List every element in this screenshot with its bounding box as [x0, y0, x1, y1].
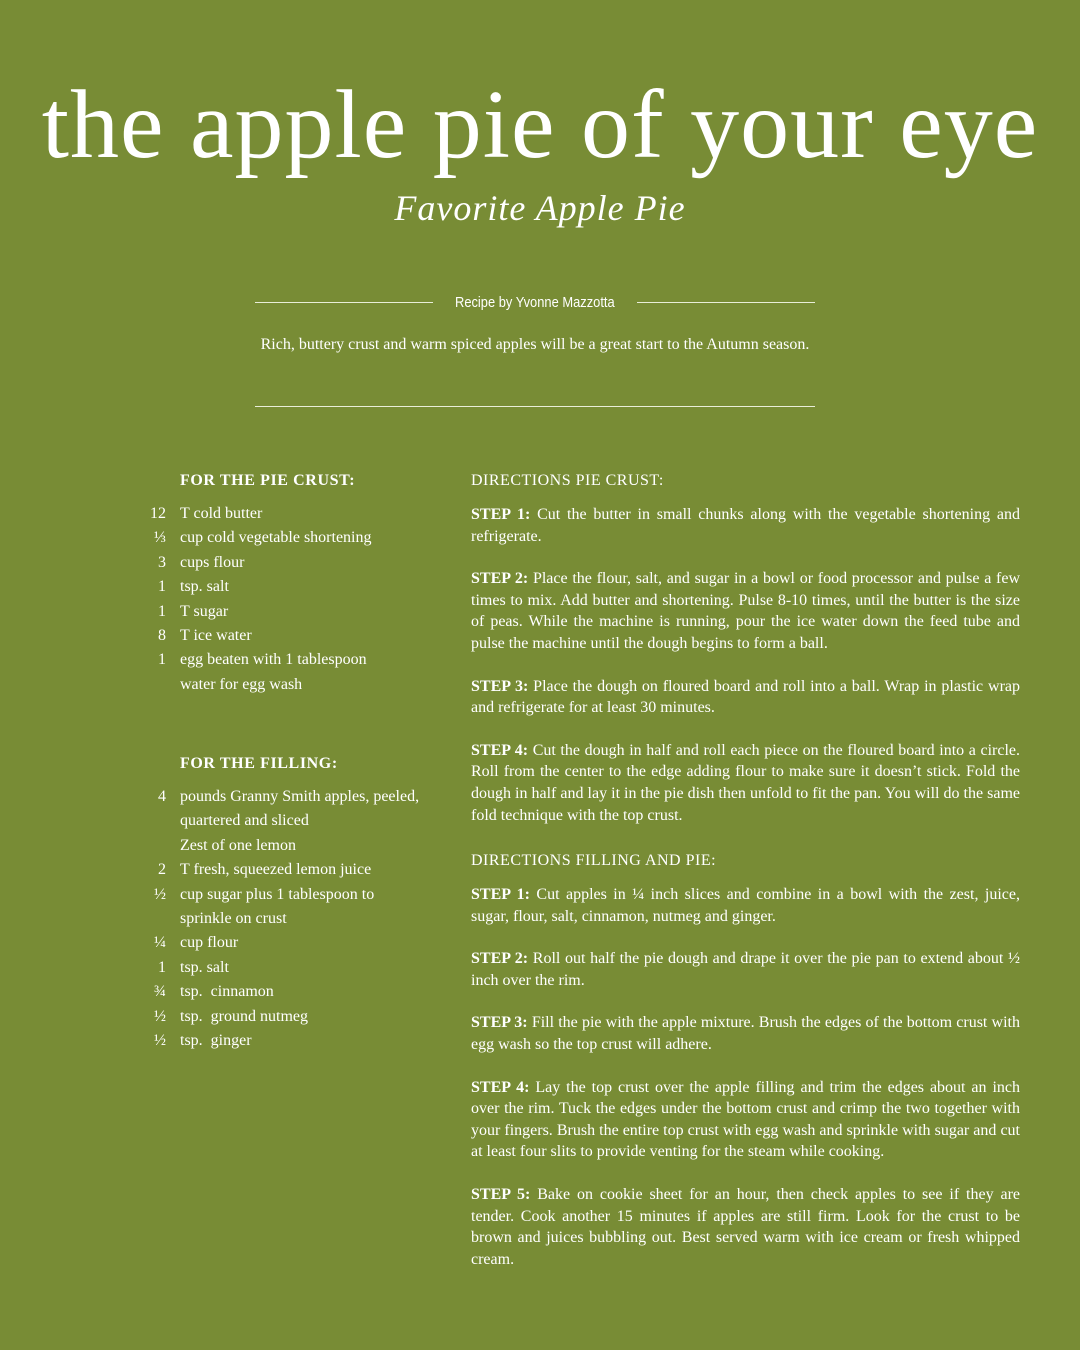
ingredient-text: T sugar	[180, 602, 229, 620]
directions-pie-crust	[471, 470, 1020, 847]
directions-filling-and-pie	[471, 850, 1020, 1291]
step-label: STEP 1:	[471, 886, 530, 903]
filling-heading: FOR THE FILLING:	[180, 755, 338, 772]
ingredient-row	[142, 1005, 442, 1029]
ingredient-text: tsp. salt	[180, 578, 229, 596]
ingredient-text: cups flour	[180, 553, 245, 571]
ingredient-qty: 1	[158, 651, 166, 669]
ingredient-row	[142, 931, 442, 955]
filling-step	[471, 1077, 1020, 1163]
step-label: STEP 2:	[471, 570, 529, 588]
crust-step	[471, 740, 1020, 826]
filling-step	[471, 948, 1020, 991]
filling-step	[471, 1012, 1020, 1055]
ingredient-text: tsp. salt	[180, 958, 229, 976]
byline-text: Recipe by Yvonne Mazzotta	[455, 293, 615, 311]
step-label: STEP 2:	[471, 950, 529, 968]
step-text: Bake on cookie sheet for an hour, then check apples to see if they are tender. Cook another 15 minutes if apples are still firm. Look for the crust to be brown and juices bubbling out. Best served warm with ice cream or fresh whipped cream.	[471, 1185, 1021, 1268]
step-label: STEP 3:	[471, 1014, 528, 1032]
ingredient-qty: 1	[158, 578, 166, 596]
ingredient-qty: ¾	[154, 983, 166, 1001]
ingredient-text: Zest of one lemon	[180, 836, 296, 854]
ingredient-qty: ½	[154, 1032, 166, 1050]
ingredient-qty: 2	[158, 861, 166, 879]
ingredient-row	[142, 883, 442, 932]
ingredient-qty: ⅓	[154, 529, 166, 547]
ingredient-row	[142, 1029, 442, 1053]
ingredient-qty: 1	[158, 958, 166, 976]
crust-step	[471, 676, 1020, 719]
step-label: STEP 3:	[471, 677, 529, 695]
step-label: STEP 4:	[471, 741, 529, 759]
ingredient-row	[142, 502, 442, 526]
ingredient-row	[142, 575, 442, 599]
ingredient-qty: 3	[158, 553, 166, 571]
directions-crust-heading: DIRECTIONS PIE CRUST:	[471, 472, 664, 489]
ingredient-row	[142, 956, 442, 980]
ingredient-row	[142, 526, 442, 550]
ingredient-text: cup cold vegetable shortening	[180, 529, 372, 547]
ingredient-qty: ¼	[154, 934, 166, 952]
ingredient-text: tsp. ginger	[180, 1032, 252, 1050]
ingredient-qty: 12	[150, 505, 166, 522]
intro-text: Rich, buttery crust and warm spiced apples will be a great start to the Autumn season.	[260, 336, 810, 353]
directions-filling-heading: DIRECTIONS FILLING AND PIE:	[471, 852, 717, 869]
step-text: Lay the top crust over the apple filling and trim the edges about an inch over the rim. Tuck the edges under the bottom crust and crimp the two together with your fingers. Brush the entire top crust with egg wash and sprinkle with sugar and cut at least four slits to provide venting for the steam while cooking.	[471, 1078, 1021, 1161]
ingredient-qty: 8	[158, 627, 166, 645]
pie-crust-heading: FOR THE PIE CRUST:	[180, 472, 356, 489]
byline-rule-left	[255, 302, 433, 303]
ingredient-text: T ice water	[180, 627, 252, 645]
ingredient-row	[142, 834, 442, 858]
byline-rule-right	[637, 302, 815, 303]
crust-step	[471, 568, 1020, 654]
ingredient-qty	[142, 834, 166, 858]
step-text: Fill the pie with the apple mixture. Brush the edges of the bottom crust with egg wash so the top crust will adhere.	[471, 1014, 1020, 1053]
ingredient-text: tsp. cinnamon	[180, 983, 274, 1001]
ingredient-qty: 1	[158, 602, 166, 620]
ingredient-row	[142, 980, 442, 1004]
pie-crust-ingredients	[142, 470, 442, 697]
filling-step	[471, 1184, 1020, 1270]
page-title: the apple pie of your eye	[41, 71, 1039, 179]
recipe-subtitle: Favorite Apple Pie	[394, 188, 686, 228]
ingredient-text: cup sugar plus 1 tablespoon to sprinkle on crust	[180, 885, 375, 928]
step-label: STEP 1:	[471, 506, 531, 523]
ingredient-text: T fresh, squeezed lemon juice	[180, 861, 372, 879]
step-text: Place the flour, salt, and sugar in a bowl or food processor and pulse a few times to mix. Add butter and shortening. Pulse 8-10 times, until the butter is the size of peas. While the machine is running, pour the ice water down the feed tube and pulse the machine until the dough begins to form a ball.	[471, 570, 1021, 652]
byline	[255, 290, 815, 314]
ingredient-text: egg beaten with 1 tablespoon water for egg wash	[180, 651, 367, 693]
ingredient-row	[142, 600, 442, 624]
ingredient-qty: 4	[158, 788, 166, 805]
step-label: STEP 4:	[471, 1078, 530, 1096]
step-text: Cut the butter in small chunks along with the vegetable shortening and refrigerate.	[471, 506, 1021, 545]
ingredient-row	[142, 551, 442, 575]
ingredient-row	[142, 624, 442, 648]
ingredient-row	[142, 858, 442, 882]
ingredient-row	[142, 648, 442, 697]
crust-step	[471, 504, 1020, 547]
step-text: Cut apples in ¼ inch slices and combine in a bowl with the zest, juice, sugar, flour, salt, cinnamon, nutmeg and ginger.	[471, 886, 1021, 925]
ingredient-qty: ½	[154, 885, 166, 903]
intro-divider	[255, 406, 815, 407]
step-text: Place the dough on floured board and roll into a ball. Wrap in plastic wrap and refrigerate for at least 30 minutes.	[471, 677, 1020, 717]
ingredient-row	[142, 785, 442, 834]
step-label: STEP 5:	[471, 1185, 531, 1203]
filling-step	[471, 884, 1020, 927]
step-text: Roll out half the pie dough and drape it over the pie pan to extend about ½ inch over the rim.	[471, 950, 1021, 989]
ingredient-text: tsp. ground nutmeg	[180, 1007, 308, 1025]
filling-ingredients	[142, 753, 442, 1053]
step-text: Cut the dough in half and roll each piece on the floured board into a circle. Roll from the center to the edge adding flour to make sure it doesn’t stick. Fold the dough in half and lay it in the pie dish then unfold to fit the pan. You will do the same fold technique with the top crust.	[471, 741, 1020, 824]
ingredient-text: pounds Granny Smith apples, peeled, quartered and sliced	[180, 788, 420, 830]
ingredient-text: cup flour	[180, 934, 239, 952]
ingredient-text: T cold butter	[180, 505, 263, 522]
ingredient-qty: ½	[154, 1007, 166, 1025]
